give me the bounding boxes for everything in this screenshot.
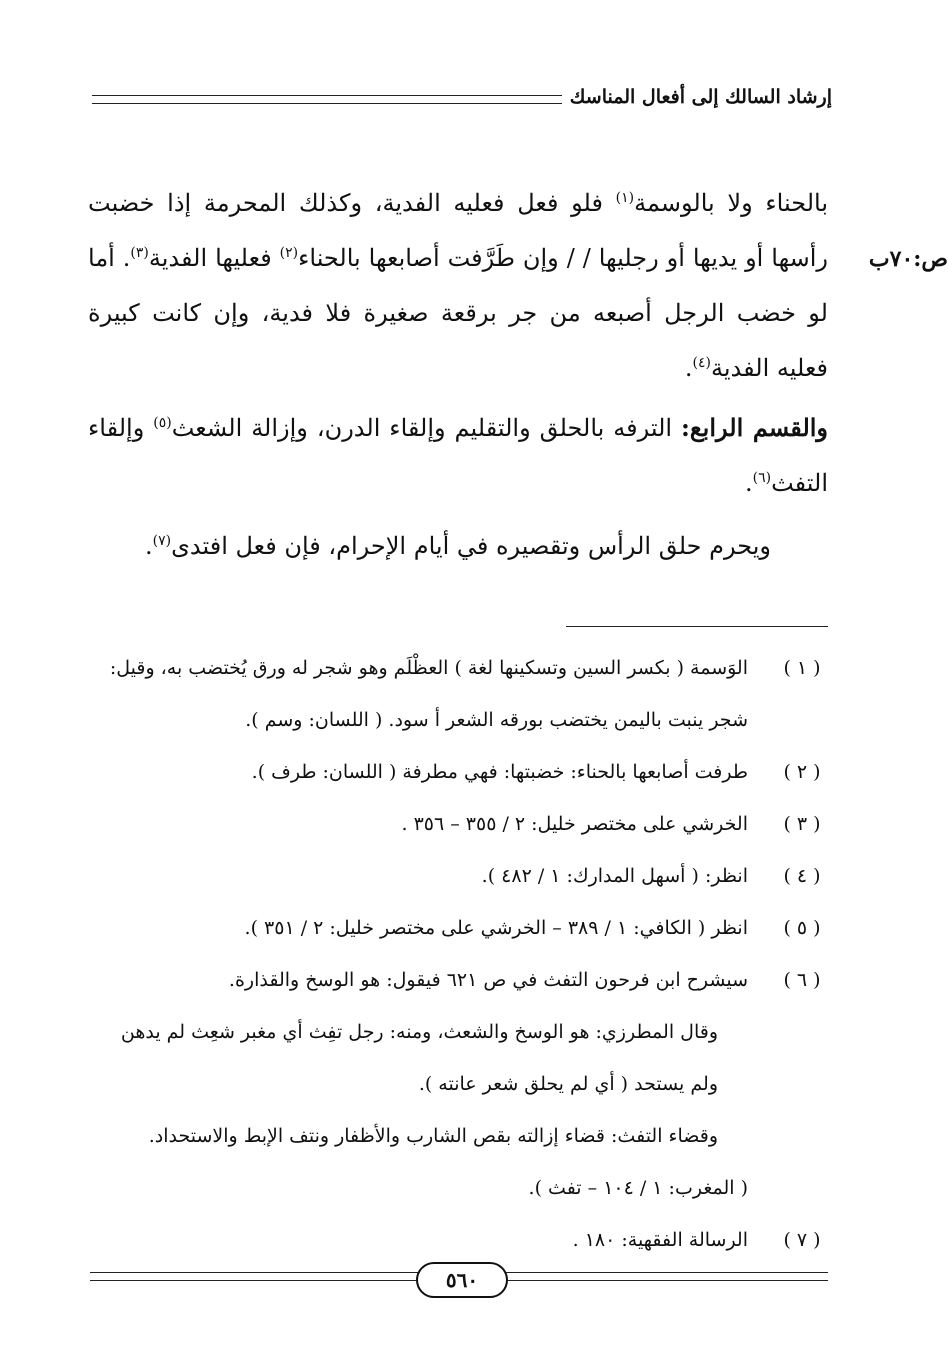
text-run: . xyxy=(144,532,153,560)
text-run: وإلقاء التفث xyxy=(88,414,828,497)
footnote-number: ( ٢ ) xyxy=(783,761,821,783)
footnote-6-cont xyxy=(88,1168,828,1220)
footnote-6-cont xyxy=(88,1116,828,1168)
text-run: ويحرم حلق الرأس وتقصيره في أيام الإحرام، فإن فعل افتدى xyxy=(171,532,771,560)
footnote-text: انظر: ( أسهل المدارك: ١ / ٤٨٢ ). xyxy=(481,865,748,887)
footnote-ref-6: (٦) xyxy=(752,470,772,486)
paragraph-1 xyxy=(88,176,828,396)
footnote-text: الخرشي على مختصر خليل: ٢ / ٣٥٥ – ٣٥٦ . xyxy=(401,813,748,835)
footnote-number: ( ٤ ) xyxy=(783,865,821,887)
paragraph-2 xyxy=(88,400,828,511)
footnote-5 xyxy=(88,908,828,960)
text-run: فعليها الفدية xyxy=(148,244,280,272)
text-run: . xyxy=(684,354,693,382)
paragraph-3 xyxy=(88,519,828,574)
footnote-ref-3: (٣) xyxy=(130,245,149,261)
footnote-number: ( ١ ) xyxy=(783,657,821,679)
footnote-text: وقال المطرزي: هو الوسخ والشعث، ومنه: رجل تفِث أي مغبر شعِث لم يدهن xyxy=(120,1021,718,1043)
footer-rule-right xyxy=(502,1272,828,1281)
footer-rule-left xyxy=(90,1272,420,1281)
text-run: فلو فعل فعليه الفدية، وكذلك المحرمة إذا خضبت رأسها أو يديها أو رجليها / / وإن طَرَّفت أصابعها بالحناء xyxy=(88,189,829,272)
footnote-ref-1: (١) xyxy=(615,190,635,206)
footnote-ref-4: (٤) xyxy=(692,355,711,371)
footnote-text: طرفت أصابعها بالحناء: خضبتها: فهي مطرفة ( اللسان: طرف ). xyxy=(251,761,748,783)
footnote-6 xyxy=(88,960,828,1012)
footnote-ref-2: (٢) xyxy=(279,245,299,261)
footnote-separator xyxy=(566,626,828,627)
footnote-6-cont xyxy=(88,1064,828,1116)
footnote-4 xyxy=(88,856,828,908)
text-run: الترفه بالحلق والتقليم وإلقاء الدرن، وإزالة الشعث xyxy=(171,414,682,442)
footnote-number: ( ٦ ) xyxy=(783,969,821,991)
footnote-3 xyxy=(88,804,828,856)
footnote-number: ( ٥ ) xyxy=(783,917,821,939)
footnote-1 xyxy=(88,648,828,700)
footnote-text: شجر ينبت باليمن يختضب بورقه الشعر أ سود. ( اللسان: وسم ). xyxy=(245,709,748,731)
text-run: . xyxy=(744,469,753,497)
footnote-text: ( المغرب: ١ / ١٠٤ – تفث ). xyxy=(528,1177,748,1199)
footnotes xyxy=(88,648,828,1272)
footnote-number: ( ٧ ) xyxy=(783,1229,821,1251)
header-rule xyxy=(92,95,562,104)
footnote-number: ( ٣ ) xyxy=(783,813,821,835)
page-number: ٥٦٠ xyxy=(416,1262,508,1298)
running-header-title: إرشاد السالك إلى أفعال المناسك xyxy=(569,86,832,108)
main-text xyxy=(88,176,828,574)
footnote-ref-7: (٧) xyxy=(152,533,172,549)
manuscript-page-marker: ص:٧٠ب xyxy=(868,246,948,272)
footnote-text: ولم يستحد ( أي لم يحلق شعر عانته ). xyxy=(418,1073,718,1095)
section-heading: والقسم الرابع: xyxy=(681,413,829,442)
footnote-text: سيشرح ابن فرحون التفث في ص ٦٢١ فيقول: هو الوسخ والقذارة. xyxy=(228,969,748,991)
footnote-6-cont xyxy=(88,1012,828,1064)
footnote-text: وقضاء التفث: قضاء إزالته بقص الشارب والأظفار ونتف الإبط والاستحداد. xyxy=(148,1125,718,1147)
footnote-2 xyxy=(88,752,828,804)
footnote-1-cont xyxy=(88,700,828,752)
footnote-text: انظر ( الكافي: ١ / ٣٨٩ – الخرشي على مختصر خليل: ٢ / ٣٥١ ). xyxy=(244,917,748,939)
text-run: بالحناء ولا بالوسمة xyxy=(634,189,828,217)
footnote-text: الرسالة الفقهية: ١٨٠ . xyxy=(572,1229,748,1251)
footnote-ref-5: (٥) xyxy=(153,415,172,431)
text-run: . أما لو خضب الرجل أصبعه من جر برقعة صغيرة فلا فدية، وإن كانت كبيرة فعليه الفدية xyxy=(88,244,828,382)
footnote-text: الوَسمة ( بكسر السين وتسكينها لغة ) العظْلَم وهو شجر له ورق يُختضب به، وقيل: xyxy=(109,657,748,679)
